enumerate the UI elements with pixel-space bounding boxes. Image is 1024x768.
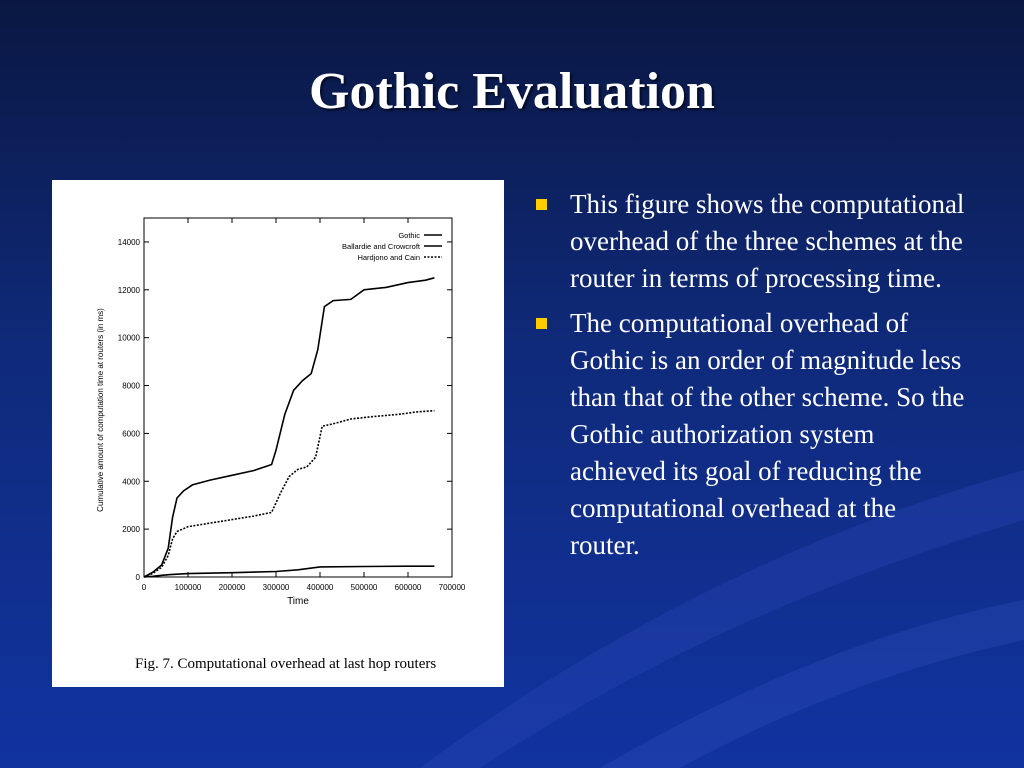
bullet-item [532,186,972,297]
series-line-hardjono-and-cain [144,411,434,577]
legend-label: Gothic [398,231,420,240]
bullet-list [532,186,972,572]
plot-frame [144,218,452,577]
y-tick-label: 2000 [122,525,140,535]
x-tick-label: 200000 [218,583,246,592]
square-bullet-icon [536,199,547,210]
bullet-text: This figure shows the computational overhead of the three schemes at the router in terms of processing time. [570,189,965,293]
y-tick-label: 12000 [117,285,140,295]
legend-label: Hardjono and Cain [357,253,420,262]
y-tick-label: 10000 [117,333,140,343]
x-tick-label: 100000 [174,583,202,592]
x-tick-label: 700000 [438,583,466,592]
x-tick-label: 0 [141,583,147,592]
x-tick-label: 600000 [394,583,422,592]
x-tick-label: 300000 [262,583,290,592]
bullet-item [532,305,972,564]
series-line-ballardie-and-crowcroft [144,278,434,577]
plot-border [144,218,452,577]
y-tick-label: 4000 [122,477,140,487]
y-tick-label: 8000 [122,381,140,391]
chart-legend [342,231,442,262]
y-tick-label: 6000 [122,429,140,439]
chart-figure [52,180,504,687]
x-tick-label: 400000 [306,583,334,592]
x-axis-label: Time [287,596,309,607]
legend-label: Ballardie and Crowcroft [342,242,420,251]
y-axis-label: Cumulative amount of computation time at routers (in ms) [96,308,105,512]
slide-title: Gothic Evaluation [309,63,715,120]
square-bullet-icon [536,318,547,329]
bullet-text: The computational overhead of Gothic is an order of magnitude less than that of the other scheme. So the Gothic authorization system achieved its goal of reducing the computational overhead at the router. [570,308,965,560]
figure-caption: Fig. 7. Computational overhead at last hop routers [135,656,437,672]
x-tick-label: 500000 [350,583,378,592]
series-layer [144,278,434,577]
y-tick-label: 0 [135,573,140,582]
line-chart [52,180,504,687]
y-tick-label: 14000 [117,237,140,247]
